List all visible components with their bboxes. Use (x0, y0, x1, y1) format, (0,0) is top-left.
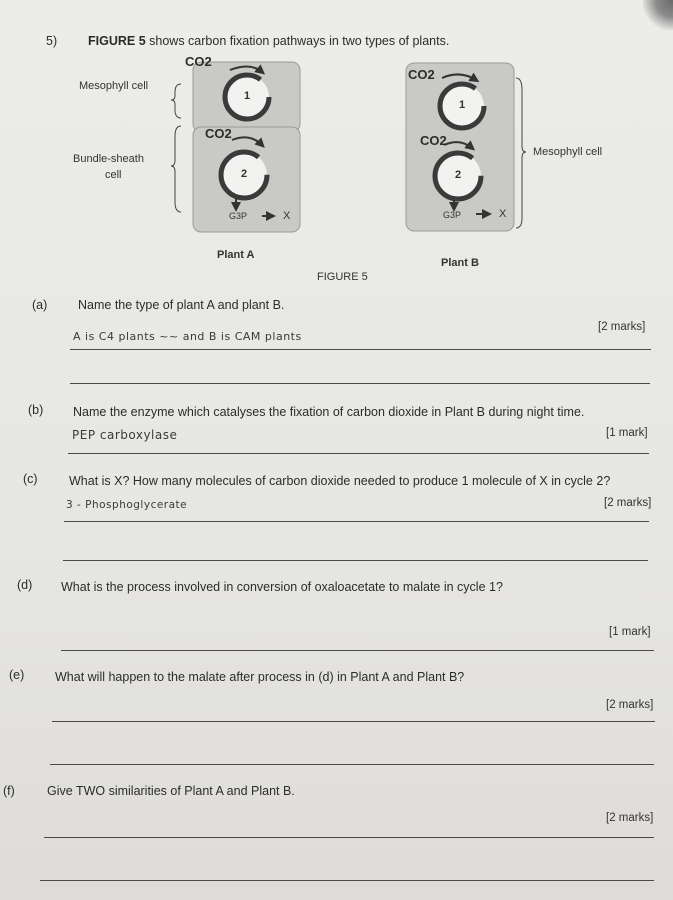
plant-b-g3p: G3P (443, 210, 462, 220)
question-e-label: (e) (9, 668, 25, 682)
answer-line (50, 764, 654, 765)
answer-line (64, 521, 649, 522)
question-b-label: (b) (28, 403, 44, 417)
question-a-text: Name the type of plant A and plant B. (78, 298, 285, 312)
plant-a-cycle-1-label: 1 (244, 90, 251, 102)
plant-b-co2-mid: CO2 (420, 133, 447, 148)
answer-line (63, 560, 648, 561)
figure-reference: FIGURE 5 (88, 34, 146, 48)
question-e-marks: [2 marks] (606, 699, 654, 711)
question-a-marks: [2 marks] (598, 321, 646, 333)
question-d-label: (d) (17, 578, 33, 592)
bundle-sheath-label-2: cell (105, 169, 122, 181)
question-f-marks: [2 marks] (606, 812, 654, 824)
figure-caption: FIGURE 5 (317, 271, 368, 283)
mesophyll-brace (171, 84, 181, 118)
question-c-label: (c) (23, 472, 38, 486)
plant-b-co2-top: CO2 (408, 67, 435, 82)
answer-line (70, 349, 651, 350)
plant-b-x: X (499, 208, 507, 220)
question-a-label: (a) (32, 298, 48, 312)
plant-a-cycle-2-label: 2 (241, 168, 248, 180)
plant-b-cycle-2-label: 2 (455, 169, 462, 181)
question-d-text: What is the process involved in conversion of oxaloacetate to malate in cycle 1? (61, 580, 503, 594)
plant-b-brace (516, 78, 526, 228)
answer-line (70, 383, 650, 384)
answer-line (61, 650, 654, 651)
plant-a-g3p: G3P (229, 211, 248, 221)
question-f-label: (f) (3, 784, 15, 798)
question-a-answer[interactable]: A is C4 plants ~~ and B is CAM plants (73, 330, 302, 343)
question-b-text: Name the enzyme which catalyses the fixation of carbon dioxide in Plant B during night time. (73, 405, 585, 419)
plant-a-co2-top: CO2 (185, 54, 212, 69)
mesophyll-label-b: Mesophyll cell (533, 146, 603, 158)
plant-b-caption: Plant B (441, 257, 479, 269)
question-d-marks: [1 mark] (609, 626, 651, 638)
mesophyll-label-a: Mesophyll cell (79, 80, 149, 92)
question-c-marks: [2 marks] (604, 497, 652, 509)
question-b-marks: [1 mark] (606, 427, 648, 439)
answer-line (44, 837, 654, 838)
answer-line (68, 453, 649, 454)
question-c-answer[interactable]: 3 - Phosphoglycerate (66, 499, 188, 511)
question-e-text: What will happen to the malate after process in (d) in Plant A and Plant B? (55, 670, 465, 684)
answer-line (52, 721, 655, 722)
plant-a-caption: Plant A (217, 249, 255, 261)
question-c-text: What is X? How many molecules of carbon dioxide needed to produce 1 molecule of X in cycle 2? (69, 474, 611, 488)
intro-text: shows carbon fixation pathways in two types of plants. (149, 34, 450, 48)
question-b-answer[interactable]: PEP carboxylase (72, 428, 178, 442)
question-f-text: Give TWO similarities of Plant A and Plant B. (47, 784, 295, 798)
bundle-sheath-label-1: Bundle-sheath (73, 153, 144, 165)
question-number: 5) (46, 34, 58, 48)
answer-line (40, 880, 654, 881)
plant-a-x: X (283, 210, 291, 222)
bundle-sheath-brace (171, 126, 181, 212)
plant-b-cycle-1-label: 1 (459, 99, 466, 111)
plant-a-co2-mid: CO2 (205, 126, 232, 141)
